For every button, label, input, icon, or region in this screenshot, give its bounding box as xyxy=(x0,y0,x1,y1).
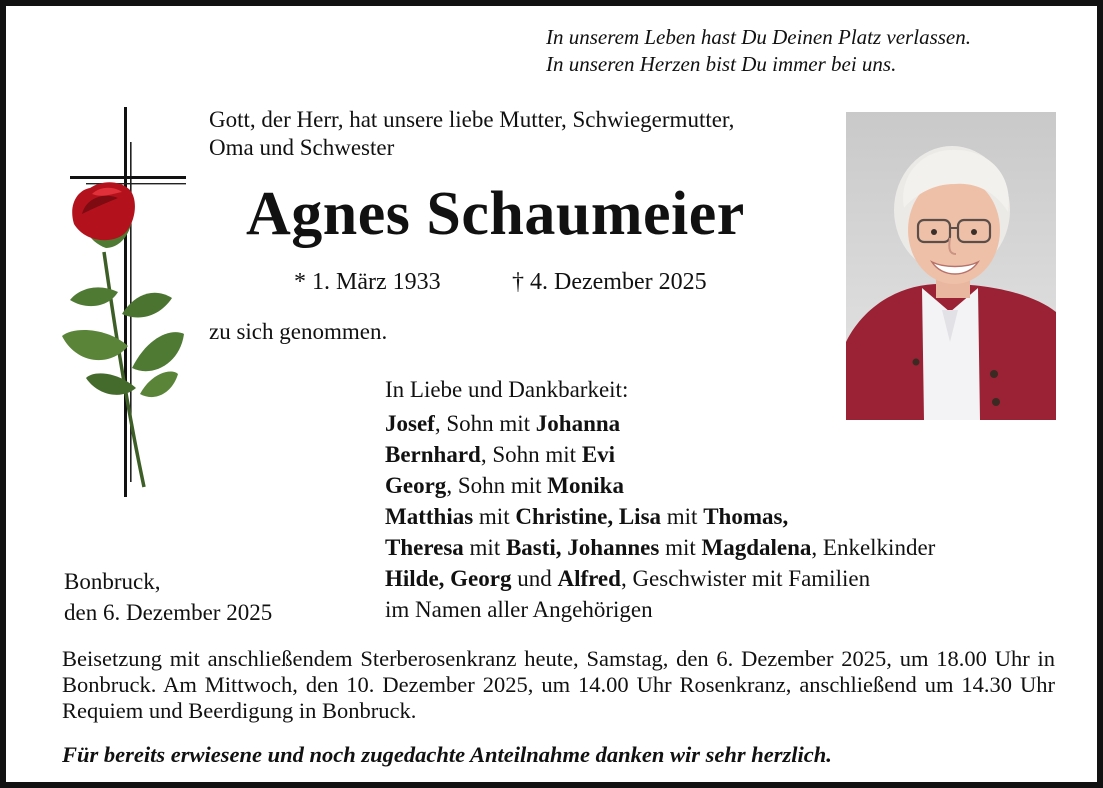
family-list xyxy=(385,374,935,625)
taken-text: zu sich genommen. xyxy=(209,319,388,344)
family-name: Hilde, Georg xyxy=(385,566,512,591)
family-row xyxy=(385,470,935,501)
family-name: Christine, Lisa xyxy=(515,504,662,529)
family-text: , Enkelkinder xyxy=(811,535,936,560)
intro-text xyxy=(209,106,734,162)
family-text: mit xyxy=(463,535,506,560)
death-date: † 4. Dezember 2025 xyxy=(512,269,707,295)
family-text: mit xyxy=(473,504,516,529)
intro-line-1: Gott, der Herr, hat unsere liebe Mutter, Schwiegermutter, xyxy=(209,107,735,132)
verse xyxy=(546,24,971,78)
family-text: , Sohn mit xyxy=(434,411,536,436)
cross-rose-icon xyxy=(56,102,196,502)
family-row xyxy=(385,408,935,439)
family-name: Magdalena xyxy=(701,535,812,560)
intro-line-2: Oma und Schwester xyxy=(209,135,395,160)
family-row xyxy=(385,532,935,563)
family-name: Josef xyxy=(385,411,435,436)
verse-line-2: In unseren Herzen bist Du immer bei uns. xyxy=(546,52,897,76)
family-text: , Sohn mit xyxy=(446,473,548,498)
family-text: mit xyxy=(661,504,704,529)
family-name: Alfred xyxy=(557,566,621,591)
family-rows xyxy=(385,408,935,625)
family-name: Theresa xyxy=(385,535,464,560)
family-name: Johanna xyxy=(535,411,621,436)
family-row xyxy=(385,594,935,625)
verse-line-1: In unserem Leben hast Du Deinen Platz verlassen. xyxy=(546,25,971,49)
family-text: , Sohn mit xyxy=(480,442,582,467)
family-heading: In Liebe und Dankbarkeit: xyxy=(385,377,629,402)
family-row xyxy=(385,563,935,594)
family-row xyxy=(385,439,935,470)
family-text: mit xyxy=(659,535,702,560)
birth-date: * 1. März 1933 xyxy=(294,269,441,295)
family-row xyxy=(385,501,935,532)
family-text: , Geschwister mit Familien xyxy=(620,566,871,591)
thanks-text: Für bereits erwiesene und noch zugedachte Anteilnahme danken wir sehr herzlich. xyxy=(62,742,832,767)
family-name: Thomas, xyxy=(703,504,789,529)
deceased-name: Agnes Schaumeier xyxy=(246,180,745,248)
place-line-1: Bonbruck, xyxy=(64,569,161,594)
family-name: Monika xyxy=(547,473,624,498)
family-name: Bernhard xyxy=(385,442,481,467)
rose-icon xyxy=(62,182,184,487)
family-text: und xyxy=(511,566,558,591)
family-name: Matthias xyxy=(385,504,474,529)
place-line-2: den 6. Dezember 2025 xyxy=(64,600,273,625)
family-name: Basti, Johannes xyxy=(505,535,660,560)
family-name: Evi xyxy=(581,442,616,467)
family-text: im Namen aller Angehörigen xyxy=(385,597,653,622)
burial-info: Beisetzung mit anschließendem Sterberosenkranz heute, Samstag, den 6. Dezember 2025, um 18.00 Uhr in Bonbruck. Am Mittwoch, den 10. Dezember 2025, um 14.00 Uhr Rosenkranz, anschließend um 14.30 Uhr Requiem und Beerdigung in Bonbruck. xyxy=(62,646,1055,723)
family-name: Georg xyxy=(385,473,447,498)
place-and-date xyxy=(64,566,272,628)
